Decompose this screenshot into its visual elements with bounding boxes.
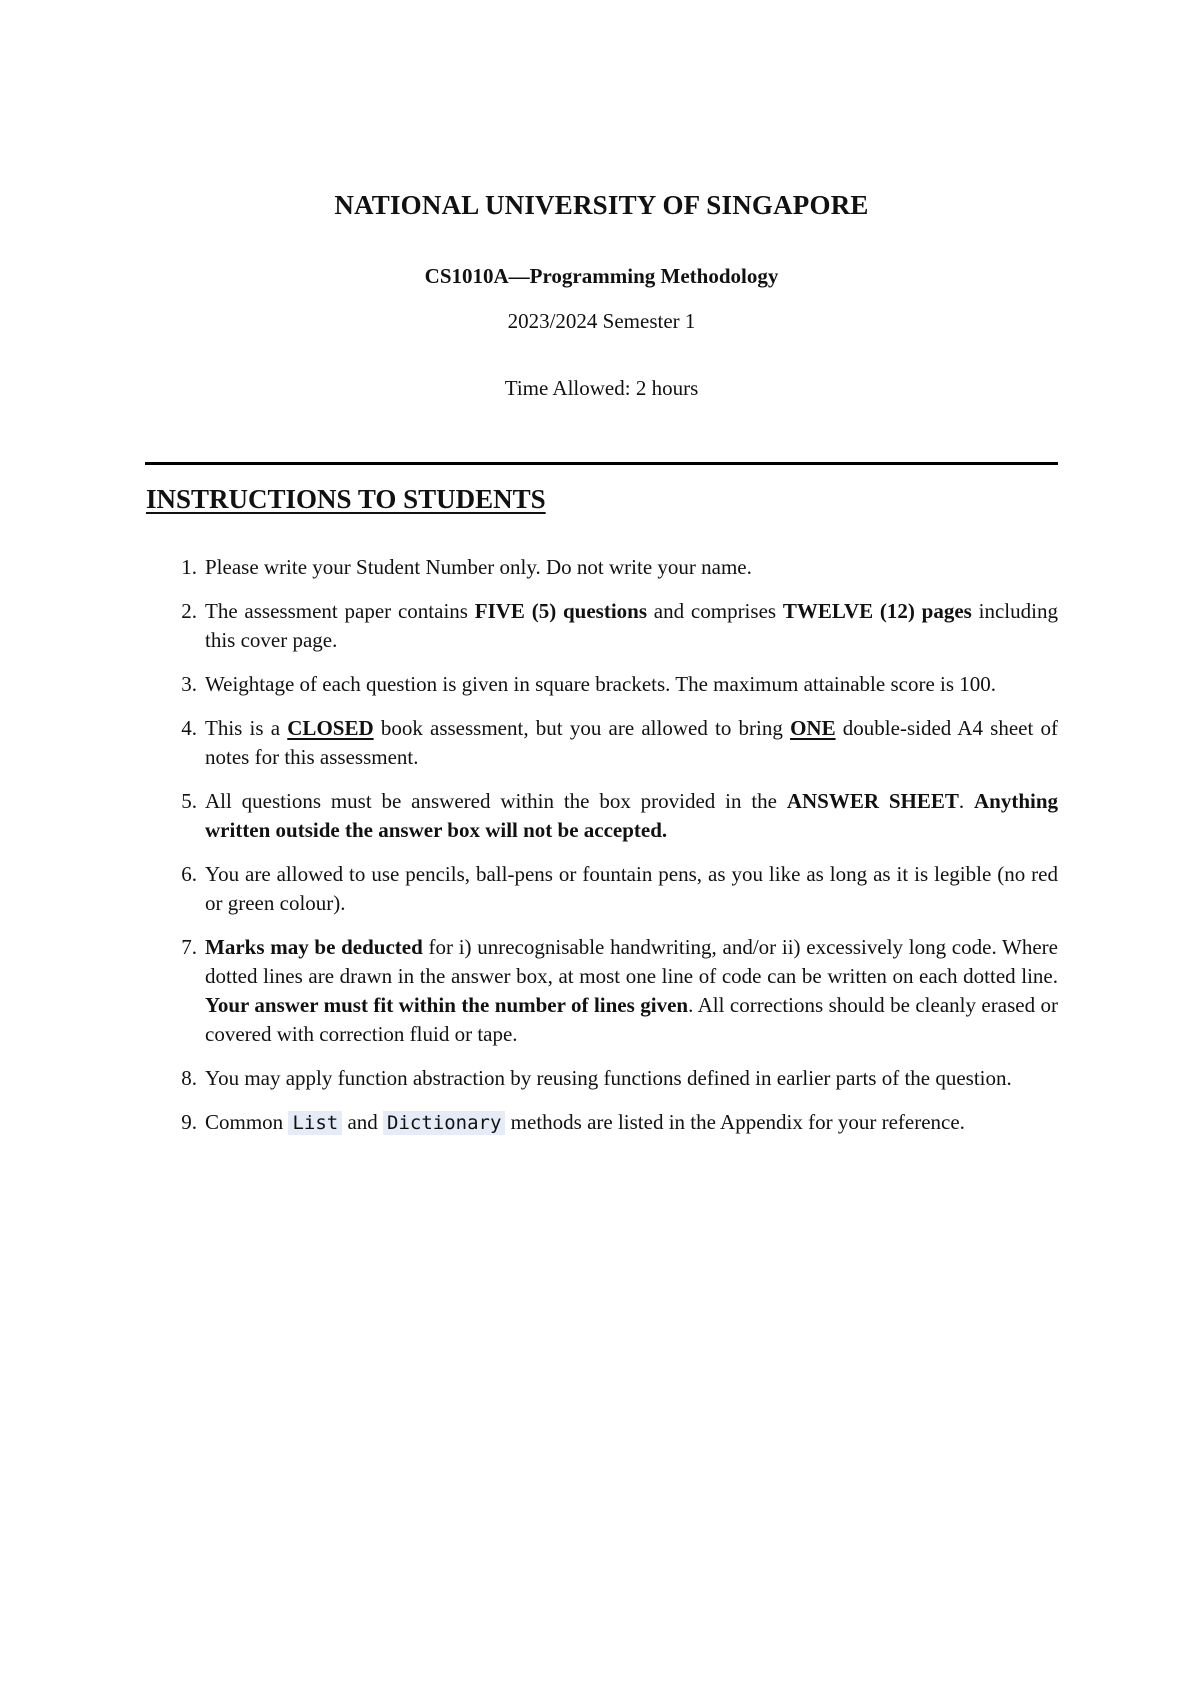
instruction-item-3	[145, 670, 1058, 699]
instruction-item-6	[145, 860, 1058, 918]
horizontal-divider	[145, 462, 1058, 465]
instruction-item-7	[145, 933, 1058, 1049]
instruction-number: 5.	[181, 789, 197, 813]
instructions-list	[145, 553, 1058, 1153]
instruction-number: 3.	[181, 672, 197, 696]
instruction-text: Please write your Student Number only. Do not write your name.	[205, 555, 752, 579]
instruction-text: and	[342, 1110, 384, 1134]
instruction-text: including this cover page.	[205, 599, 1058, 652]
instruction-item-2	[145, 597, 1058, 655]
instructions-heading: INSTRUCTIONS TO STUDENTS	[146, 484, 546, 514]
instruction-text: Common	[205, 1110, 289, 1134]
semester-label: 2023/2024 Semester 1	[507, 309, 696, 333]
instruction-item-8	[145, 1064, 1058, 1093]
instruction-text: All questions must be answered within the box provided in the	[205, 789, 787, 813]
time-allowed: Time Allowed: 2 hours	[504, 376, 699, 400]
instruction-text: book assessment, but you are allowed to bring	[373, 716, 791, 740]
instruction-text: The assessment paper contains	[205, 599, 475, 623]
instruction-number: 6.	[181, 862, 197, 886]
instruction-number: 4.	[181, 716, 197, 740]
instruction-emphasis: Your answer must fit within the number of lines given	[205, 993, 689, 1017]
code-term-list: List	[288, 1111, 342, 1135]
code-term-dictionary: Dictionary	[383, 1111, 505, 1135]
instruction-emphasis: CLOSED	[287, 716, 374, 740]
instruction-text: .	[958, 789, 974, 813]
instruction-emphasis: Anything written outside the answer box will not be accepted.	[205, 789, 1059, 842]
instruction-text: You may apply function abstraction by reusing functions defined in earlier parts of the question.	[205, 1066, 1012, 1090]
instruction-text: double-sided A4 sheet of notes for this assessment.	[205, 716, 1059, 769]
instruction-text: . All corrections should be cleanly erased or covered with correction fluid or tape.	[205, 993, 1059, 1046]
instruction-item-9	[145, 1108, 1058, 1138]
instruction-number: 7.	[181, 935, 197, 959]
instruction-emphasis: ONE	[790, 716, 836, 740]
instruction-text: and comprises	[647, 599, 783, 623]
instruction-number: 8.	[181, 1066, 197, 1090]
instruction-emphasis: TWELVE (12) pages	[782, 599, 972, 623]
instruction-text: You are allowed to use pencils, ball-pens or fountain pens, as you like as long as it is legible (no red or green colour).	[205, 862, 1058, 915]
instruction-item-5	[145, 787, 1058, 845]
instruction-text: Weightage of each question is given in square brackets. The maximum attainable score is 100.	[205, 672, 997, 696]
instruction-number: 9.	[181, 1110, 197, 1134]
university-name: NATIONAL UNIVERSITY OF SINGAPORE	[334, 190, 869, 220]
instruction-number: 2.	[181, 599, 197, 623]
instruction-text: This is a	[205, 716, 288, 740]
instruction-emphasis: Marks may be deducted	[205, 935, 423, 959]
instruction-item-4	[145, 714, 1058, 772]
course-title: CS1010A—Programming Methodology	[424, 264, 779, 288]
instruction-emphasis: FIVE (5) questions	[474, 599, 648, 623]
instruction-text: for i) unrecognisable handwriting, and/or ii) excessively long code. Where dotted lines are drawn in the answer box, at most one line of code can be written on each dotted line.	[205, 935, 1058, 988]
instruction-item-1	[145, 553, 1058, 582]
instruction-emphasis: ANSWER SHEET	[786, 789, 959, 813]
instruction-text: methods are listed in the Appendix for your reference.	[505, 1110, 965, 1134]
instruction-number: 1.	[181, 555, 197, 579]
